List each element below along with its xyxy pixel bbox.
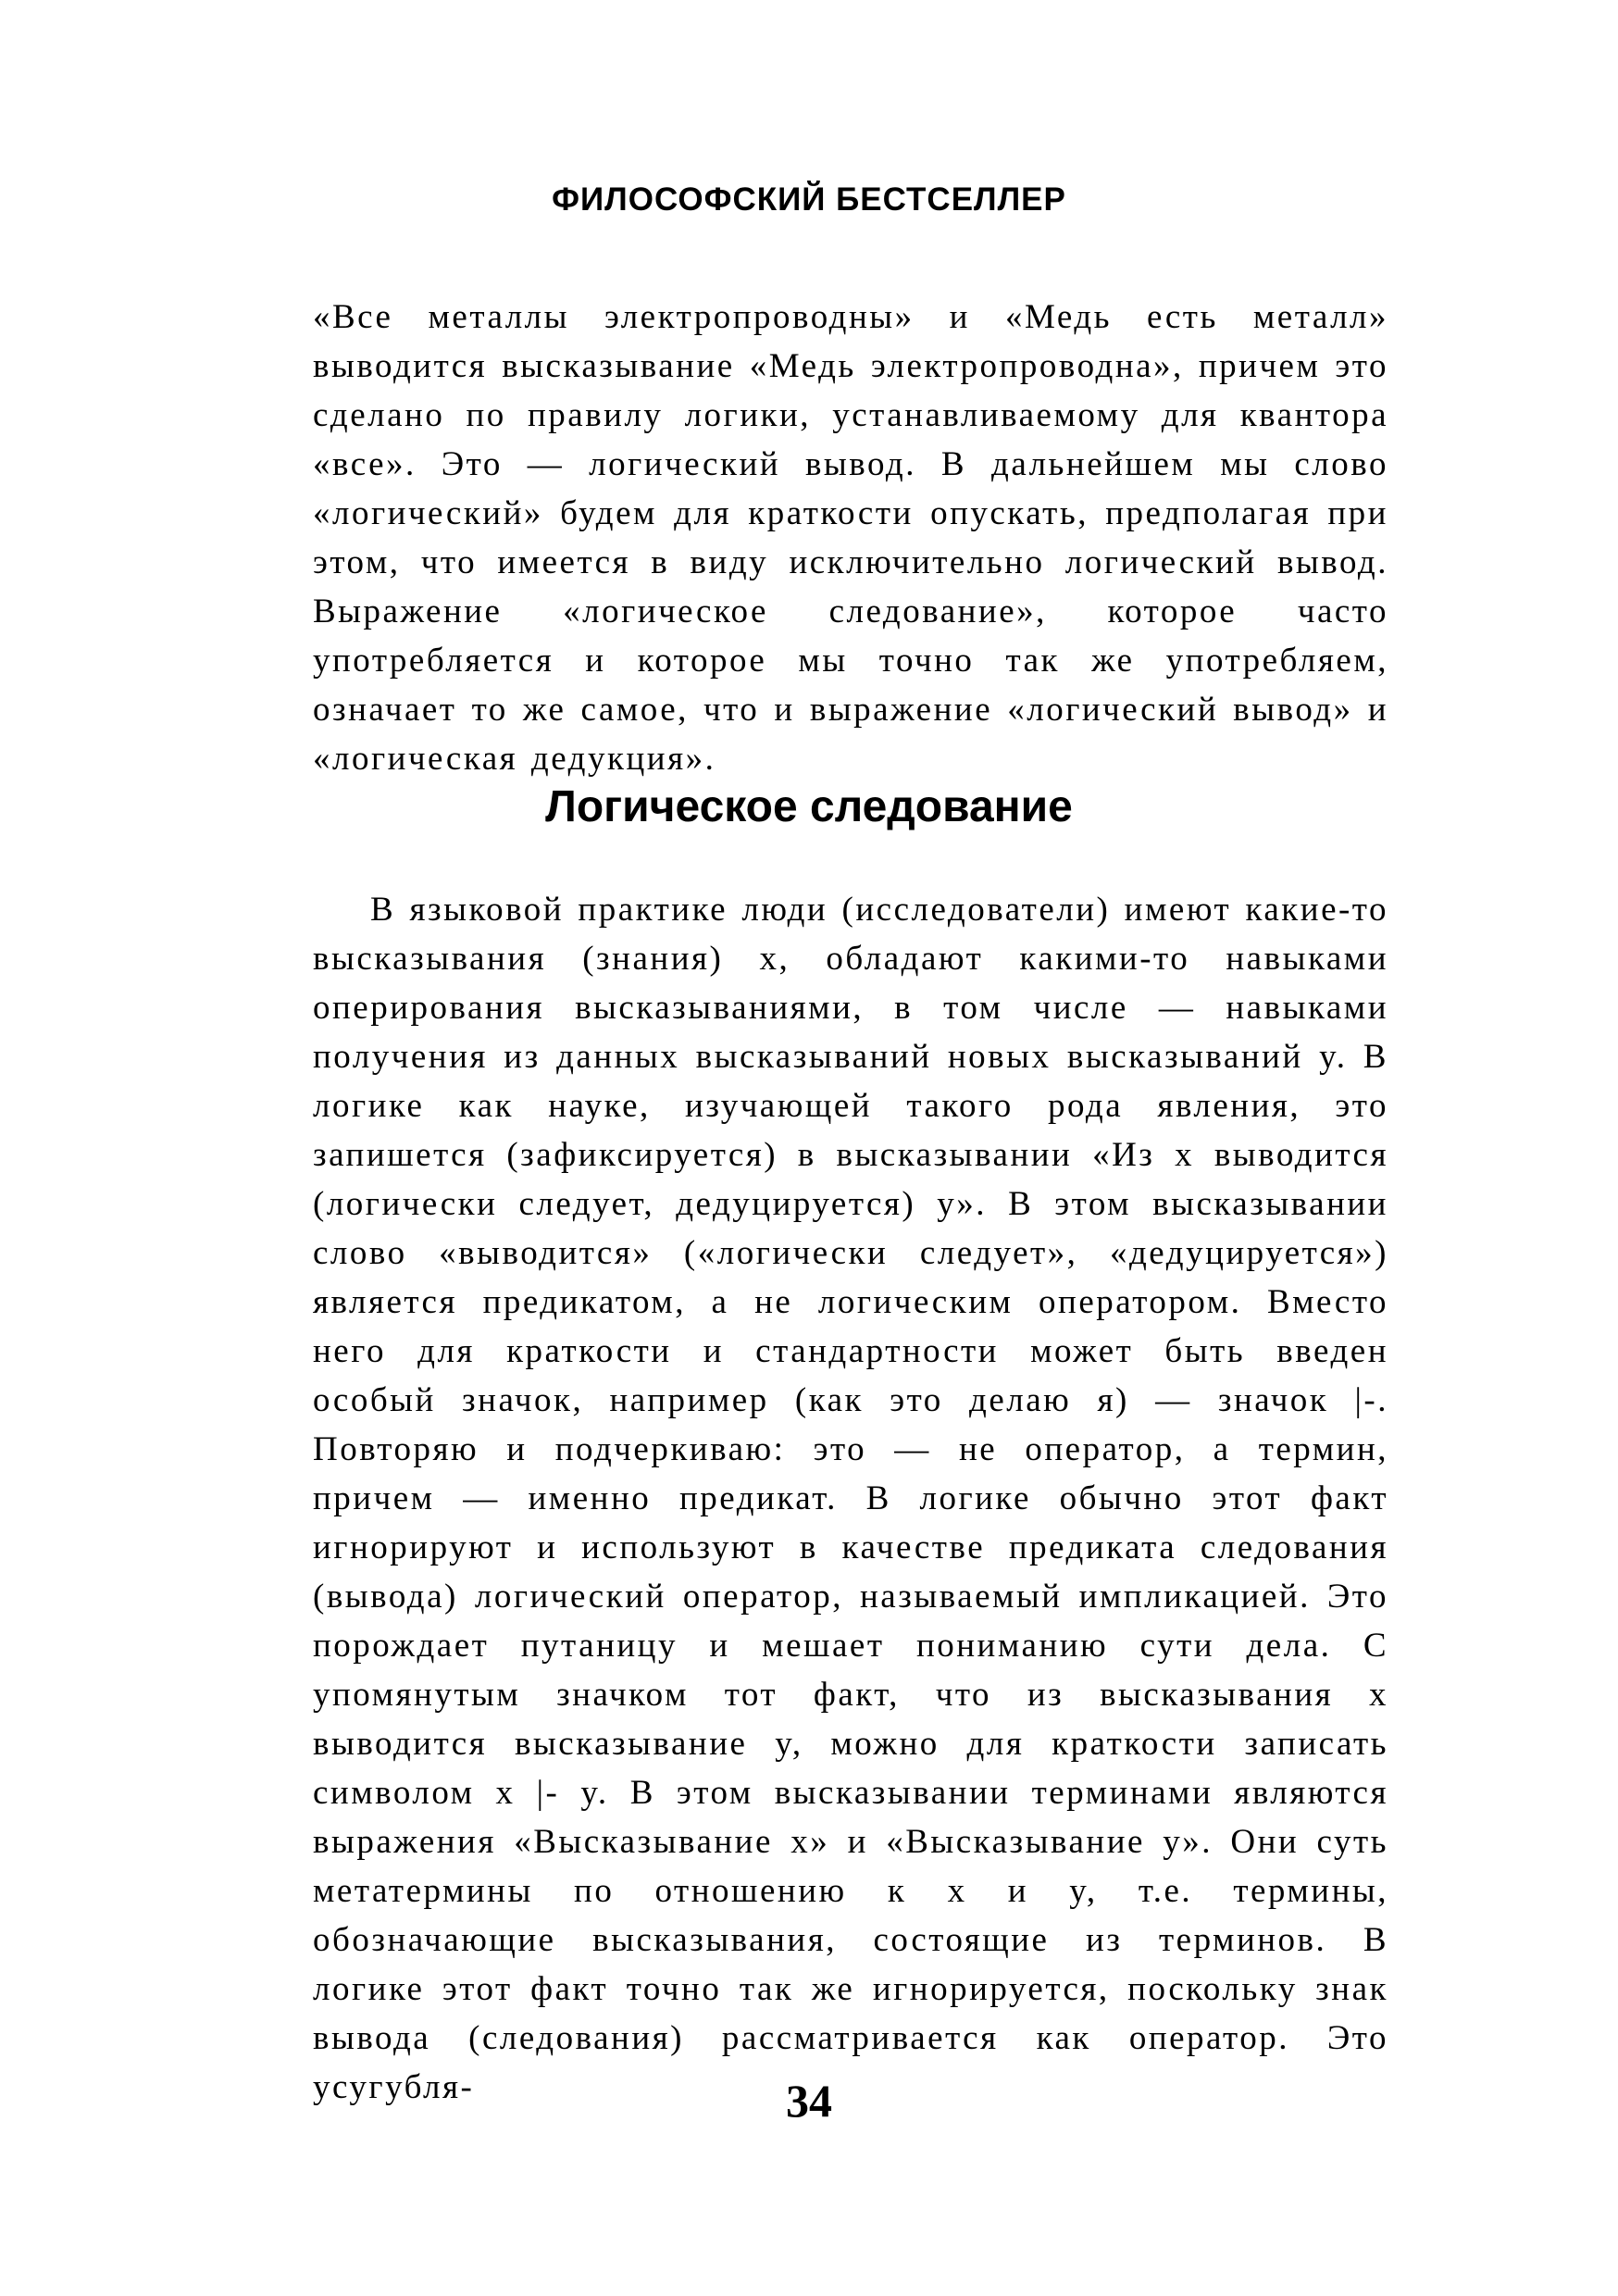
main-text-block — [313, 885, 1388, 2112]
running-head: ФИЛОСОФСКИЙ БЕСТСЕЛЛЕР — [552, 181, 1066, 218]
section-heading: Логическое следование — [545, 782, 1073, 831]
main-paragraph: В языковой практике люди (исследователи) имеют какие-то высказывания (знания) x, обладают какими-то навыками оперирования высказываниями, в том числе — навыками получения из данных высказываний новых высказываний y. В логике как науке, изучающей такого рода явления, это запишется (зафиксируется) в высказывании «Из x выводится (логически следует, дедуцируется) y». В этом высказывании слово «выводится» («логически следует», «дедуцируется») является предикатом, а не логическим оператором. Вместо него для краткости и стандартности может быть введен особый значок, например (как это делаю я) — значок |-. Повторяю и подчеркиваю: это — не оператор, а термин, причем — именно предикат. В логике обычно этот факт игнорируют и используют в качестве предиката следования (вывода) логический оператор, называемый импликацией. Это порождает путаницу и мешает пониманию сути дела. С упомянутым значком тот факт, что из высказывания x выводится высказывание y, можно для краткости записать символом x |- y. В этом высказывании терминами являются выражения «Высказывание x» и «Высказывание y». Они суть метатермины по отношению к x и y, т.е. термины, обозначающие высказывания, состоящие из терминов. В логике этот факт точно так же игнорируется, поскольку знак вывода (следования) рассматривается как оператор. Это усугубля- — [313, 891, 1388, 2106]
page-number: 34 — [786, 2075, 832, 2127]
intro-paragraph: «Все металлы электропроводны» и «Медь есть металл» выводится высказывание «Медь электропроводна», причем это сделано по правилу логики, устанавливаемому для квантора «все». Это — логический вывод. В дальнейшем мы слово «логический» будем для краткости опускать, предполагая при этом, что имеется в виду исключительно логический вывод. Выражение «логическое следование», которое часто употребляется и которое мы точно так же употребляем, означает то же самое, что и выражение «логический вывод» и «логическая дедукция». — [313, 298, 1388, 778]
intro-text-block — [313, 293, 1388, 783]
